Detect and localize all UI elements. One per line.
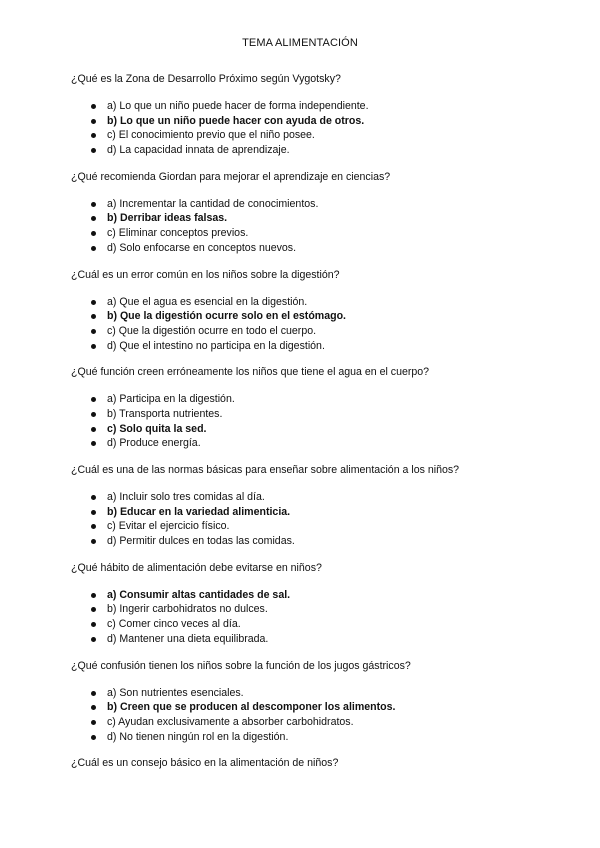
option-text: c) Comer cinco veces al día. xyxy=(107,618,241,631)
bullet-icon xyxy=(91,524,96,529)
bullet-icon xyxy=(91,495,96,500)
option-text: b) Derribar ideas falsas. xyxy=(107,212,228,225)
option-text: d) La capacidad innata de aprendizaje. xyxy=(107,144,290,157)
answer-option xyxy=(71,617,541,632)
question-text: ¿Qué función creen erróneamente los niños que tiene el agua en el cuerpo? xyxy=(71,366,430,379)
question-block xyxy=(71,561,541,647)
answer-option xyxy=(71,686,541,701)
question-text: ¿Qué recomienda Giordan para mejorar el aprendizaje en ciencias? xyxy=(71,170,391,183)
answer-option xyxy=(71,128,541,143)
document-title: TEMA ALIMENTACIÓN xyxy=(242,37,358,49)
answer-option xyxy=(71,241,541,256)
bullet-icon xyxy=(91,329,96,334)
option-text: c) Evitar el ejercicio físico. xyxy=(107,520,230,533)
bullet-icon xyxy=(91,344,96,349)
question-block xyxy=(71,72,541,158)
option-text: a) Que el agua es esencial en la digestión. xyxy=(107,295,308,308)
question-text: ¿Cuál es un error común en los niños sobre la digestión? xyxy=(71,268,340,281)
option-list xyxy=(71,686,541,745)
option-text: a) Incluir solo tres comidas al día. xyxy=(107,491,265,503)
answer-option xyxy=(71,197,541,212)
answer-option xyxy=(71,392,541,407)
option-text: a) Consumir altas cantidades de sal. xyxy=(107,588,291,601)
bullet-icon xyxy=(91,607,96,612)
bullet-icon xyxy=(91,705,96,710)
option-text: c) El conocimiento previo que el niño posee. xyxy=(107,129,315,142)
answer-option-correct xyxy=(71,422,541,437)
answer-option-correct xyxy=(71,505,541,520)
bullet-icon xyxy=(91,314,96,319)
bullet-icon xyxy=(91,622,96,627)
option-text: b) Educar en la variedad alimenticia. xyxy=(107,505,291,518)
bullet-icon xyxy=(91,148,96,153)
bullet-icon xyxy=(91,427,96,432)
option-text: a) Lo que un niño puede hacer de forma independiente. xyxy=(107,100,369,112)
option-list xyxy=(71,197,541,256)
answer-option xyxy=(71,602,541,617)
bullet-icon xyxy=(91,231,96,236)
answer-option xyxy=(71,226,541,241)
question-block xyxy=(71,756,541,770)
answer-option xyxy=(71,632,541,647)
option-text: c) Que la digestión ocurre en todo el cuerpo. xyxy=(107,324,317,337)
bullet-icon xyxy=(91,539,96,544)
option-text: c) Eliminar conceptos previos. xyxy=(107,227,249,240)
option-text: a) Participa en la digestión. xyxy=(107,393,235,406)
option-text: c) Solo quita la sed. xyxy=(107,422,207,435)
bullet-icon xyxy=(91,412,96,417)
option-text: d) Solo enfocarse en conceptos nuevos. xyxy=(107,241,297,254)
option-list xyxy=(71,99,541,158)
bullet-icon xyxy=(91,119,96,124)
answer-option-correct xyxy=(71,588,541,603)
option-text: a) Incrementar la cantidad de conocimientos. xyxy=(107,197,319,210)
question-list xyxy=(71,72,541,770)
bullet-icon xyxy=(91,397,96,402)
bullet-icon xyxy=(91,510,96,515)
bullet-icon xyxy=(91,133,96,138)
bullet-icon xyxy=(91,637,96,642)
bullet-icon xyxy=(91,300,96,305)
question-text: ¿Qué confusión tienen los niños sobre la función de los jugos gástricos? xyxy=(71,659,411,672)
question-block xyxy=(71,463,541,549)
option-text: b) Transporta nutrientes. xyxy=(107,407,223,420)
bullet-icon xyxy=(91,691,96,696)
answer-option xyxy=(71,339,541,354)
option-text: b) Lo que un niño puede hacer con ayuda de otros. xyxy=(107,114,365,127)
answer-option xyxy=(71,143,541,158)
option-text: d) Produce energía. xyxy=(107,437,201,450)
question-text: ¿Cuál es un consejo básico en la alimentación de niños? xyxy=(71,757,339,770)
bullet-icon xyxy=(91,246,96,251)
answer-option xyxy=(71,490,541,505)
bullet-icon xyxy=(91,720,96,725)
bullet-icon xyxy=(91,441,96,446)
answer-option xyxy=(71,436,541,451)
bullet-icon xyxy=(91,735,96,740)
question-block xyxy=(71,268,541,354)
question-text: ¿Qué es la Zona de Desarrollo Próximo según Vygotsky? xyxy=(71,73,341,85)
option-list xyxy=(71,295,541,354)
question-text: ¿Cuál es una de las normas básicas para enseñar sobre alimentación a los niños? xyxy=(71,464,460,476)
answer-option xyxy=(71,519,541,534)
option-text: d) Que el intestino no participa en la digestión. xyxy=(107,339,325,352)
bullet-icon xyxy=(91,593,96,598)
option-list xyxy=(71,588,541,647)
question-block xyxy=(71,170,541,256)
answer-option xyxy=(71,534,541,549)
option-text: d) Permitir dulces en todas las comidas. xyxy=(107,535,295,548)
question-text: ¿Qué hábito de alimentación debe evitarse en niños? xyxy=(71,561,322,574)
option-text: c) Ayudan exclusivamente a absorber carbohidratos. xyxy=(107,715,354,728)
option-text: b) Creen que se producen al descomponer los alimentos. xyxy=(107,701,396,714)
answer-option xyxy=(71,295,541,310)
bullet-icon xyxy=(91,202,96,207)
answer-option-correct xyxy=(71,114,541,129)
option-list xyxy=(71,490,541,549)
bullet-icon xyxy=(91,216,96,221)
option-text: d) No tienen ningún rol en la digestión. xyxy=(107,730,289,743)
question-block xyxy=(71,365,541,451)
option-list xyxy=(71,392,541,451)
answer-option-correct xyxy=(71,309,541,324)
option-text: b) Que la digestión ocurre solo en el estómago. xyxy=(107,310,346,323)
answer-option xyxy=(71,324,541,339)
answer-option xyxy=(71,407,541,422)
option-text: d) Mantener una dieta equilibrada. xyxy=(107,632,269,645)
option-text: b) Ingerir carbohidratos no dulces. xyxy=(107,603,268,616)
answer-option-correct xyxy=(71,700,541,715)
answer-option xyxy=(71,730,541,745)
bullet-icon xyxy=(91,104,96,109)
answer-option-correct xyxy=(71,211,541,226)
option-text: a) Son nutrientes esenciales. xyxy=(107,686,244,699)
answer-option xyxy=(71,715,541,730)
answer-option xyxy=(71,99,541,114)
question-block xyxy=(71,659,541,745)
